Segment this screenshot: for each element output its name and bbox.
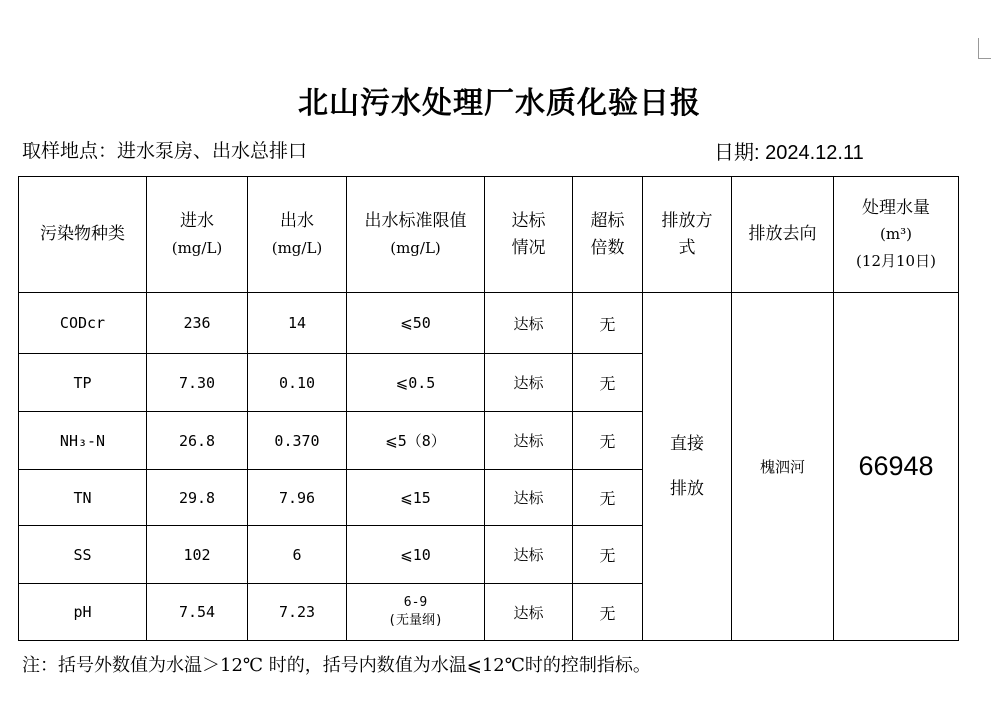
cell-limit: ⩽50 — [347, 293, 485, 354]
cell-exceed: 无 — [573, 412, 643, 470]
header-discharge-destination: 排放去向 — [732, 177, 834, 293]
cell-status: 达标 — [485, 584, 573, 641]
header-exceed-line2: 倍数 — [590, 237, 625, 258]
cell-exceed: 无 — [573, 293, 643, 354]
cell-status: 达标 — [485, 470, 573, 526]
header-volume-unit: (m³) — [880, 225, 912, 244]
header-influent-unit: (mg/L) — [171, 238, 223, 257]
cell-status: 达标 — [485, 526, 573, 584]
header-volume-label: 处理水量 — [862, 197, 930, 218]
cell-pollutant: CODcr — [19, 293, 147, 354]
cell-limit: ⩽5（8） — [347, 412, 485, 470]
water-quality-table — [18, 176, 959, 641]
header-status-line2: 情况 — [511, 237, 546, 258]
cell-pollutant: NH₃-N — [19, 412, 147, 470]
report-title: 北山污水处理厂水质化验日报 — [298, 86, 701, 121]
cell-influent: 7.30 — [147, 354, 248, 412]
cell-influent: 102 — [147, 526, 248, 584]
header-status — [485, 177, 573, 293]
cell-status: 达标 — [485, 354, 573, 412]
cell-effluent: 7.96 — [248, 470, 347, 526]
cell-effluent: 6 — [248, 526, 347, 584]
cell-influent: 236 — [147, 293, 248, 354]
cell-exceed: 无 — [573, 470, 643, 526]
cell-effluent: 14 — [248, 293, 347, 354]
header-discharge-method-line2: 式 — [678, 237, 696, 258]
cell-limit-range: 6-9 — [403, 595, 428, 611]
header-limit-label: 出水标准限值 — [364, 211, 467, 232]
header-row — [19, 177, 959, 293]
cell-exceed: 无 — [573, 584, 643, 641]
cell-limit: ⩽15 — [347, 470, 485, 526]
header-effluent-unit: (mg/L) — [271, 238, 323, 257]
header-discharge-method-line1: 排放方 — [661, 211, 713, 232]
cell-exceed: 无 — [573, 354, 643, 412]
header-pollutant: 污染物种类 — [19, 177, 147, 293]
cell-discharge-method — [643, 293, 732, 641]
cell-effluent: 7.23 — [248, 584, 347, 641]
discharge-method-line2: 排放 — [670, 478, 704, 499]
header-limit — [347, 177, 485, 293]
discharge-method-line1: 直接 — [670, 434, 704, 455]
cell-status: 达标 — [485, 412, 573, 470]
header-effluent — [248, 177, 347, 293]
header-influent — [147, 177, 248, 293]
header-exceed — [573, 177, 643, 293]
cell-volume: 66948 — [834, 293, 959, 641]
cell-limit: ⩽10 — [347, 526, 485, 584]
sampling-location: 取样地点：进水泵房、出水总排口 — [22, 140, 308, 162]
cell-influent: 26.8 — [147, 412, 248, 470]
cell-pollutant: TN — [19, 470, 147, 526]
header-limit-unit: (mg/L) — [390, 238, 441, 257]
footnote: 注：括号外数值为水温＞12℃ 时的，括号内数值为水温⩽12℃时的控制指标。 — [22, 655, 651, 676]
header-discharge-method — [643, 177, 732, 293]
cell-exceed: 无 — [573, 526, 643, 584]
header-status-line1: 达标 — [511, 211, 546, 232]
cell-discharge-destination: 槐泗河 — [732, 293, 834, 641]
cell-pollutant: SS — [19, 526, 147, 584]
header-effluent-label: 出水 — [280, 211, 314, 232]
cell-pollutant: TP — [19, 354, 147, 412]
header-volume — [834, 177, 959, 293]
cell-limit — [347, 584, 485, 641]
header-volume-date: (12月10日) — [856, 251, 936, 270]
page-corner-mark — [978, 38, 991, 59]
header-exceed-line1: 超标 — [590, 211, 625, 232]
cell-effluent: 0.10 — [248, 354, 347, 412]
cell-pollutant: pH — [19, 584, 147, 641]
cell-effluent: 0.370 — [248, 412, 347, 470]
report-date: 日期: 2024.12.11 — [714, 142, 864, 164]
table-row — [19, 293, 959, 354]
cell-status: 达标 — [485, 293, 573, 354]
cell-influent: 29.8 — [147, 470, 248, 526]
cell-limit: ⩽0.5 — [347, 354, 485, 412]
header-influent-label: 进水 — [180, 211, 214, 232]
cell-influent: 7.54 — [147, 584, 248, 641]
cell-limit-note: (无量纲) — [388, 613, 443, 628]
